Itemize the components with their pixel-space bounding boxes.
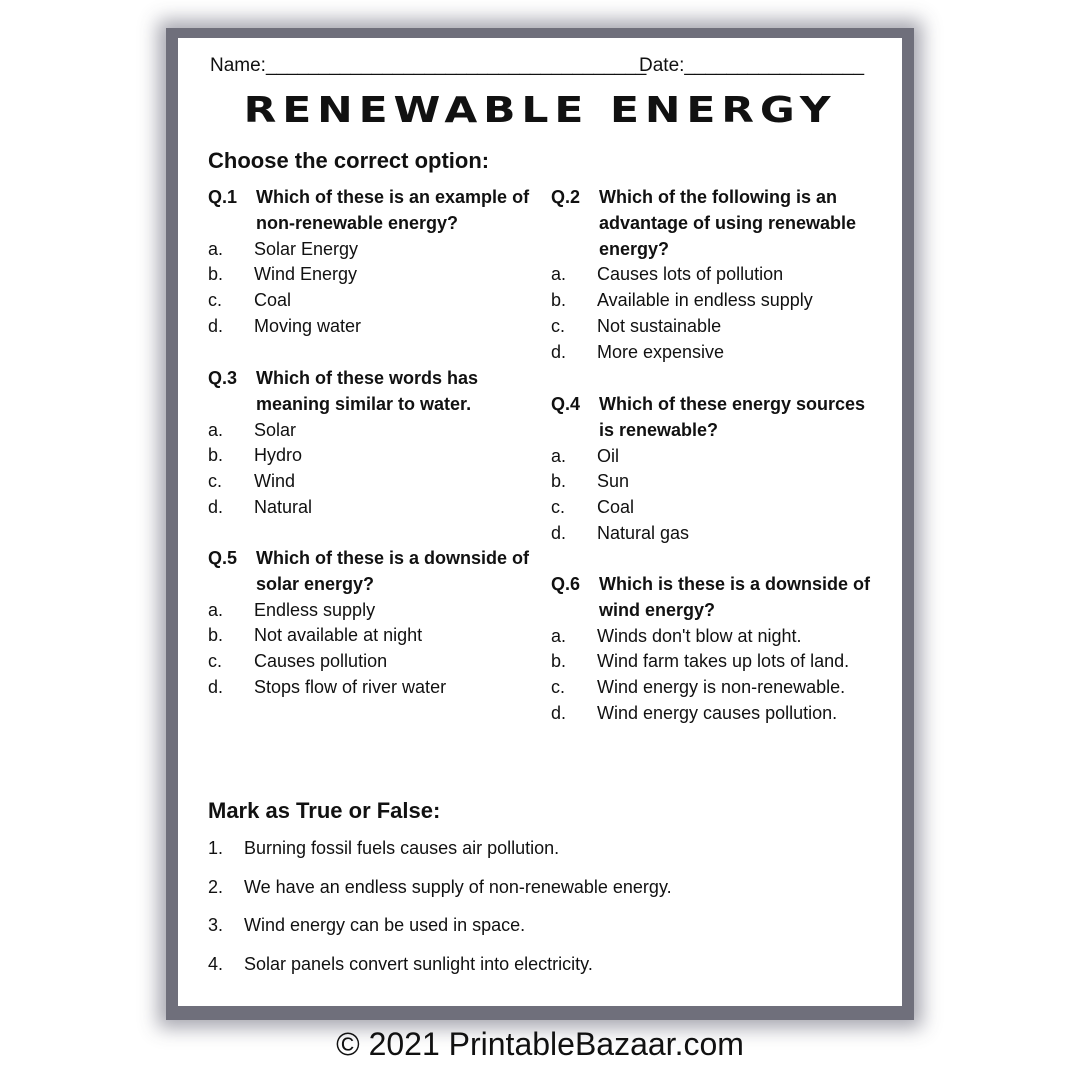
true-false-item: 4. Solar panels convert sunlight into electricity. (208, 954, 593, 975)
question-text: Which of these words has meaning similar to water. (256, 368, 479, 414)
mcq-heading: Choose the correct option: (208, 148, 490, 173)
worksheet-page (178, 38, 902, 1006)
true-false-item: 2. We have an endless supply of non-renewable energy. (208, 876, 672, 897)
question-text: Which of the following is an advantage of using renewable energy? (599, 187, 857, 259)
option: b. Not available at night (208, 625, 423, 646)
question-number: Q.3 (208, 368, 238, 388)
option: a. Winds don't blow at night. (551, 625, 802, 646)
copyright-notice: © 2021 PrintableBazaar.com (336, 1026, 744, 1062)
question-number: Q.6 (551, 574, 581, 594)
option: c. Not sustainable (551, 315, 722, 336)
question-3 (208, 366, 538, 521)
option: d. Stops flow of river water (208, 676, 447, 697)
question-text: Which of these energy sources is renewable? (599, 394, 866, 440)
option: a. Causes lots of pollution (551, 264, 784, 285)
option: b. Sun (551, 471, 630, 492)
true-false-heading: Mark as True or False: (208, 798, 441, 823)
worksheet-title: RENEWABLE ENERGY (243, 90, 837, 131)
option: c. Wind (208, 471, 296, 492)
option: d. Wind energy causes pollution. (551, 702, 838, 723)
option: a. Solar Energy (208, 238, 359, 259)
option: c. Wind energy is non-renewable. (551, 677, 846, 698)
question-text: Which of these is an example of non-renewable energy? (256, 187, 530, 233)
question-1 (208, 185, 538, 340)
option: b. Available in endless supply (551, 290, 813, 311)
option: d. Moving water (208, 315, 362, 336)
true-false-item: 3. Wind energy can be used in space. (208, 915, 526, 936)
question-text: Which of these is a downside of solar energy? (256, 548, 530, 594)
true-false-item: 1. Burning fossil fuels causes air pollution. (208, 838, 560, 858)
question-4 (551, 392, 881, 547)
option: b. Wind farm takes up lots of land. (551, 651, 850, 672)
name-field-line: Name:____________________________________ (210, 55, 647, 76)
option: c. Coal (551, 497, 635, 518)
option: c. Causes pollution (208, 651, 388, 672)
date-field-line: Date:_________________ (639, 55, 865, 76)
question-number: Q.1 (208, 187, 238, 207)
option: d. Natural gas (551, 522, 690, 543)
question-5 (208, 546, 538, 701)
option: b. Wind Energy (208, 264, 358, 285)
question-number: Q.2 (551, 187, 581, 207)
option: d. More expensive (551, 341, 725, 362)
question-6 (551, 572, 881, 727)
question-number: Q.5 (208, 548, 238, 568)
question-text: Which is these is a downside of wind energy? (599, 574, 871, 620)
option: b. Hydro (208, 445, 303, 466)
option: a. Solar (208, 419, 297, 440)
option: c. Coal (208, 290, 292, 311)
true-false-list (208, 838, 672, 993)
question-2 (551, 185, 881, 366)
question-number: Q.4 (551, 394, 581, 414)
option: d. Natural (208, 496, 313, 517)
option: a. Endless supply (208, 599, 376, 620)
option: a. Oil (551, 445, 619, 466)
